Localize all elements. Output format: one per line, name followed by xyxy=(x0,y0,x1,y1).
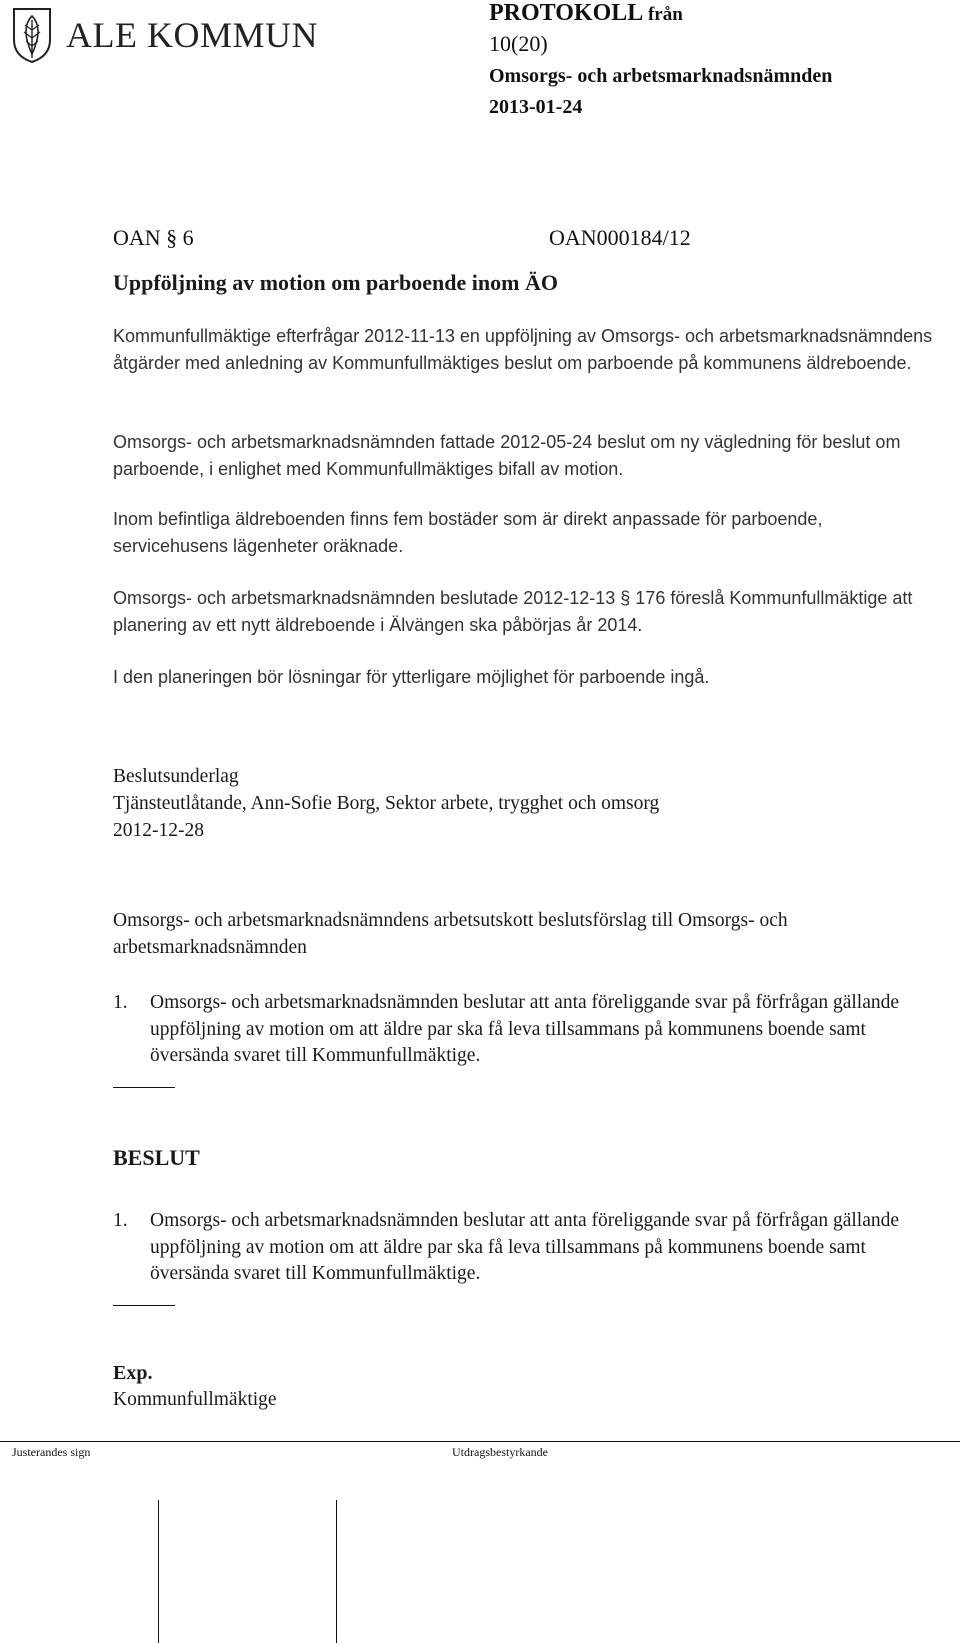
paragraph-2: Omsorgs- och arbetsmarknadsnämnden fattade 2012-05-24 beslut om ny vägledning för beslut om parboende, i enlighet med Kommunfullmäktiges bifall av motion. xyxy=(113,432,901,479)
basis-date: 2012-12-28 xyxy=(113,820,204,841)
separator-line xyxy=(113,1087,175,1088)
signature-box-divider xyxy=(336,1500,337,1643)
page-number: 10(20) xyxy=(489,31,548,56)
case-paragraph-number: OAN § 6 xyxy=(113,225,194,250)
document-header xyxy=(489,0,832,122)
basis-heading: Beslutsunderlag xyxy=(113,766,239,787)
paragraph-5: I den planeringen bör lösningar för ytterligare möjlighet för parboende ingå. xyxy=(113,667,710,687)
decision-heading: BESLUT xyxy=(113,1145,200,1170)
municipality-logo xyxy=(10,6,370,64)
paragraph-1: Kommunfullmäktige efterfrågar 2012-11-13 en uppföljning av Omsorgs- och arbetsmarknadsnämndens åtgärder med anledning av Kommunfullmäktiges beslut om parboende på kommunens äldreboende. xyxy=(113,326,933,373)
logo-wordmark: ALE KOMMUN xyxy=(66,15,318,55)
extract-label: Utdragsbestyrkande xyxy=(452,1445,548,1459)
leaf-emblem-icon xyxy=(10,6,54,64)
proposal-intro: Omsorgs- och arbetsmarknadsnämndens arbetsutskott beslutsförslag till Omsorgs- och arbetsmarknadsnämnden xyxy=(113,910,788,958)
decision-item-number: 1. xyxy=(113,1210,128,1231)
committee-name: Omsorgs- och arbetsmarknadsnämnden xyxy=(489,65,833,87)
diary-number: OAN000184/12 xyxy=(549,225,691,250)
document-title xyxy=(489,0,832,28)
footer-divider xyxy=(0,1441,960,1442)
signature-label: Justerandes sign xyxy=(12,1445,91,1459)
from-label: från xyxy=(647,4,683,25)
meeting-date: 2013-01-24 xyxy=(489,96,583,118)
expedition-heading: Exp. xyxy=(113,1362,153,1384)
proposal-item-text: Omsorgs- och arbetsmarknadsnämnden beslutar att anta föreliggande svar på förfrågan gällande uppföljning av motion om att äldre par ska få leva tillsammans på kommunens boende samt översända svaret till Kommunfullmäktige. xyxy=(150,992,900,1066)
decision-item-text: Omsorgs- och arbetsmarknadsnämnden beslutar att anta föreliggande svar på förfrågan gällande uppföljning av motion om att äldre par ska få leva tillsammans på kommunens boende samt översända svaret till Kommunfullmäktige. xyxy=(150,1210,900,1284)
paragraph-3: Inom befintliga äldreboenden finns fem bostäder som är direkt anpassade för parboende, servicehusens lägenheter oräknade. xyxy=(113,509,823,556)
paragraph-4: Omsorgs- och arbetsmarknadsnämnden beslutade 2012-12-13 § 176 föreslå Kommunfullmäktige att planering av ett nytt äldreboende i Älvängen ska påbörjas år 2014. xyxy=(113,588,913,635)
protocol-label: PROTOKOLL xyxy=(489,0,642,26)
expedition-recipient: Kommunfullmäktige xyxy=(113,1389,277,1410)
case-title: Uppföljning av motion om parboende inom ÄO xyxy=(113,270,558,295)
signature-box-divider xyxy=(158,1500,159,1643)
decision-item xyxy=(113,1208,903,1288)
basis-document: Tjänsteutlåtande, Ann-Sofie Borg, Sektor arbete, trygghet och omsorg xyxy=(113,793,660,814)
proposal-item xyxy=(113,990,903,1070)
separator-line xyxy=(113,1305,175,1306)
proposal-item-number: 1. xyxy=(113,992,128,1013)
